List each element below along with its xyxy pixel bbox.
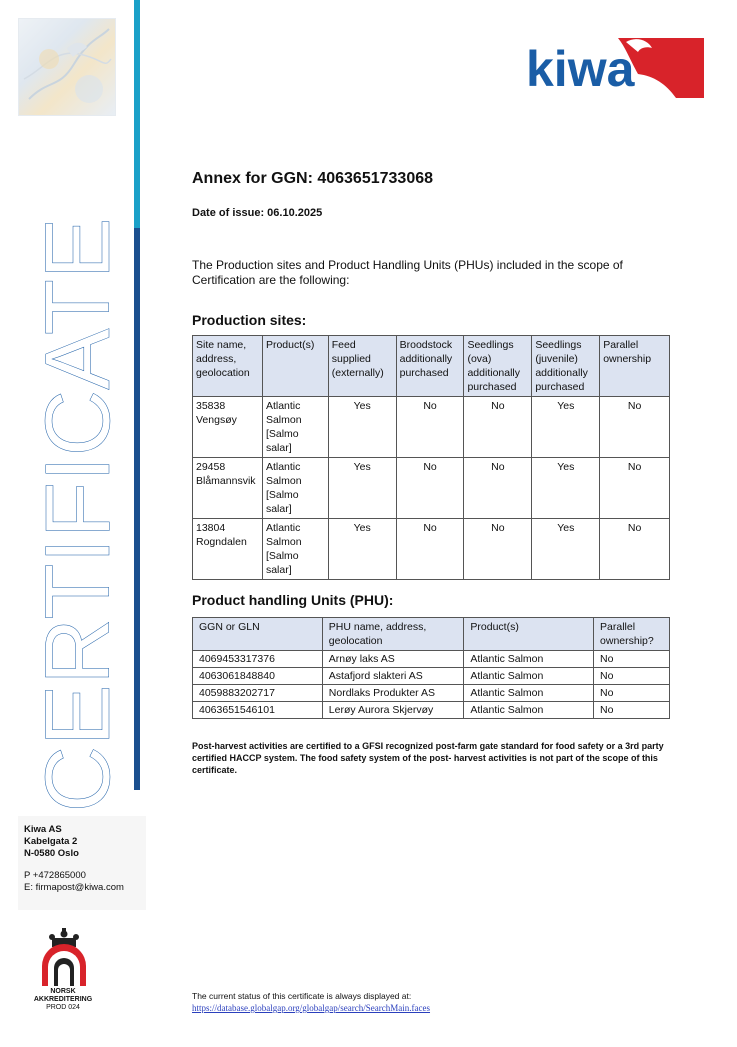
table-cell: Yes — [532, 397, 600, 458]
column-header: Site name, address, geolocation — [193, 336, 263, 397]
accent-bar-top — [134, 0, 140, 228]
watermark-image — [18, 18, 116, 116]
post-harvest-note: Post-harvest activities are certified to a GFSI recognized post-farm gate standard for food safety or a 3rd party certified HACCP system. The food safety system of the post- harvest activities is not part of the scope of this certificate. — [192, 741, 664, 775]
company-city: N-0580 Oslo — [24, 848, 79, 859]
table-cell: No — [396, 519, 464, 580]
status-footer — [192, 990, 430, 1014]
column-header: Product(s) — [262, 336, 328, 397]
table-cell: No — [600, 519, 670, 580]
table-cell: No — [594, 651, 670, 668]
table-cell: Yes — [328, 458, 396, 519]
table-cell: No — [600, 397, 670, 458]
table-row — [193, 685, 670, 702]
table-cell: Atlantic Salmon — [464, 668, 594, 685]
accreditation-label — [22, 988, 104, 1012]
table-header-row — [193, 336, 670, 397]
column-header: Seedlings (ova) additionally purchased — [464, 336, 532, 397]
column-header: Parallel ownership — [600, 336, 670, 397]
table-cell: Yes — [328, 397, 396, 458]
company-name: Kiwa AS — [24, 824, 62, 835]
table-row — [193, 519, 670, 580]
date-of-issue: Date of issue: 06.10.2025 — [192, 207, 323, 219]
table-cell: 4063061848840 — [193, 668, 323, 685]
table-cell: 13804 Rogndalen — [193, 519, 263, 580]
table-cell: No — [396, 458, 464, 519]
table-cell: 4063651546101 — [193, 702, 323, 719]
table-cell: Atlantic Salmon — [464, 702, 594, 719]
table-cell: Atlantic Salmon [Salmo salar] — [262, 519, 328, 580]
table-cell: Yes — [532, 519, 600, 580]
certificate-vertical-word: CERTIFICATE — [27, 217, 129, 813]
table-cell: 35838 Vengsøy — [193, 397, 263, 458]
table-row — [193, 651, 670, 668]
accreditation-line: NORSK — [50, 988, 76, 995]
table-cell: Atlantic Salmon — [464, 685, 594, 702]
table-cell: No — [464, 519, 532, 580]
table-cell: 4069453317376 — [193, 651, 323, 668]
company-address — [24, 824, 124, 894]
table-row — [193, 668, 670, 685]
kiwa-logo-text: kiwa — [526, 41, 635, 97]
phu-heading: Product handling Units (PHU): — [192, 592, 394, 608]
table-cell: No — [594, 685, 670, 702]
table-cell: No — [464, 397, 532, 458]
table-cell: No — [600, 458, 670, 519]
table-header-row — [193, 618, 670, 651]
table-cell: Atlantic Salmon [Salmo salar] — [262, 397, 328, 458]
accent-bar-bottom — [134, 228, 140, 790]
intro-text: The Production sites and Product Handling Units (PHUs) included in the scope of Certification are the following: — [192, 258, 623, 287]
column-header: PHU name, address, geolocation — [322, 618, 464, 651]
company-phone: P +472865000 — [24, 870, 86, 881]
table-row — [193, 397, 670, 458]
table-cell: 4059883202717 — [193, 685, 323, 702]
kiwa-logo — [526, 34, 706, 98]
table-cell: No — [396, 397, 464, 458]
watermark-graphic — [19, 19, 115, 115]
company-street: Kabelgata 2 — [24, 836, 78, 847]
accreditation-line: AKKREDITERING — [33, 996, 93, 1003]
table-cell: 29458 Blåmannsvik — [193, 458, 263, 519]
status-link[interactable]: https://database.globalgap.org/globalgap/search/SearchMain.faces — [192, 1003, 431, 1013]
table-row — [193, 458, 670, 519]
table-cell: Atlantic Salmon — [464, 651, 594, 668]
column-header: Broodstock additionally purchased — [396, 336, 464, 397]
production-sites-heading: Production sites: — [192, 312, 307, 328]
table-cell: Yes — [532, 458, 600, 519]
table-row — [193, 702, 670, 719]
column-header: GGN or GLN — [193, 618, 323, 651]
table-cell: No — [594, 702, 670, 719]
crown-seal-icon — [28, 928, 100, 988]
production-sites-table — [192, 335, 670, 580]
table-cell: Arnøy laks AS — [322, 651, 464, 668]
table-cell: No — [594, 668, 670, 685]
table-cell: No — [464, 458, 532, 519]
table-cell: Lerøy Aurora Skjervøy — [322, 702, 464, 719]
column-header: Product(s) — [464, 618, 594, 651]
table-cell: Yes — [328, 519, 396, 580]
table-cell: Astafjord slakteri AS — [322, 668, 464, 685]
table-cell: Atlantic Salmon [Salmo salar] — [262, 458, 328, 519]
phu-table — [192, 617, 670, 719]
status-text: The current status of this certificate is always displayed at: — [192, 991, 412, 1001]
table-cell: Nordlaks Produkter AS — [322, 685, 464, 702]
page-title: Annex for GGN: 4063651733068 — [192, 170, 434, 187]
column-header: Parallel ownership? — [594, 618, 670, 651]
column-header: Seedlings (juvenile) additionally purchased — [532, 336, 600, 397]
accreditation-line: PROD 024 — [46, 1004, 80, 1011]
company-email: E: firmapost@kiwa.com — [24, 882, 124, 893]
column-header: Feed supplied (externally) — [328, 336, 396, 397]
